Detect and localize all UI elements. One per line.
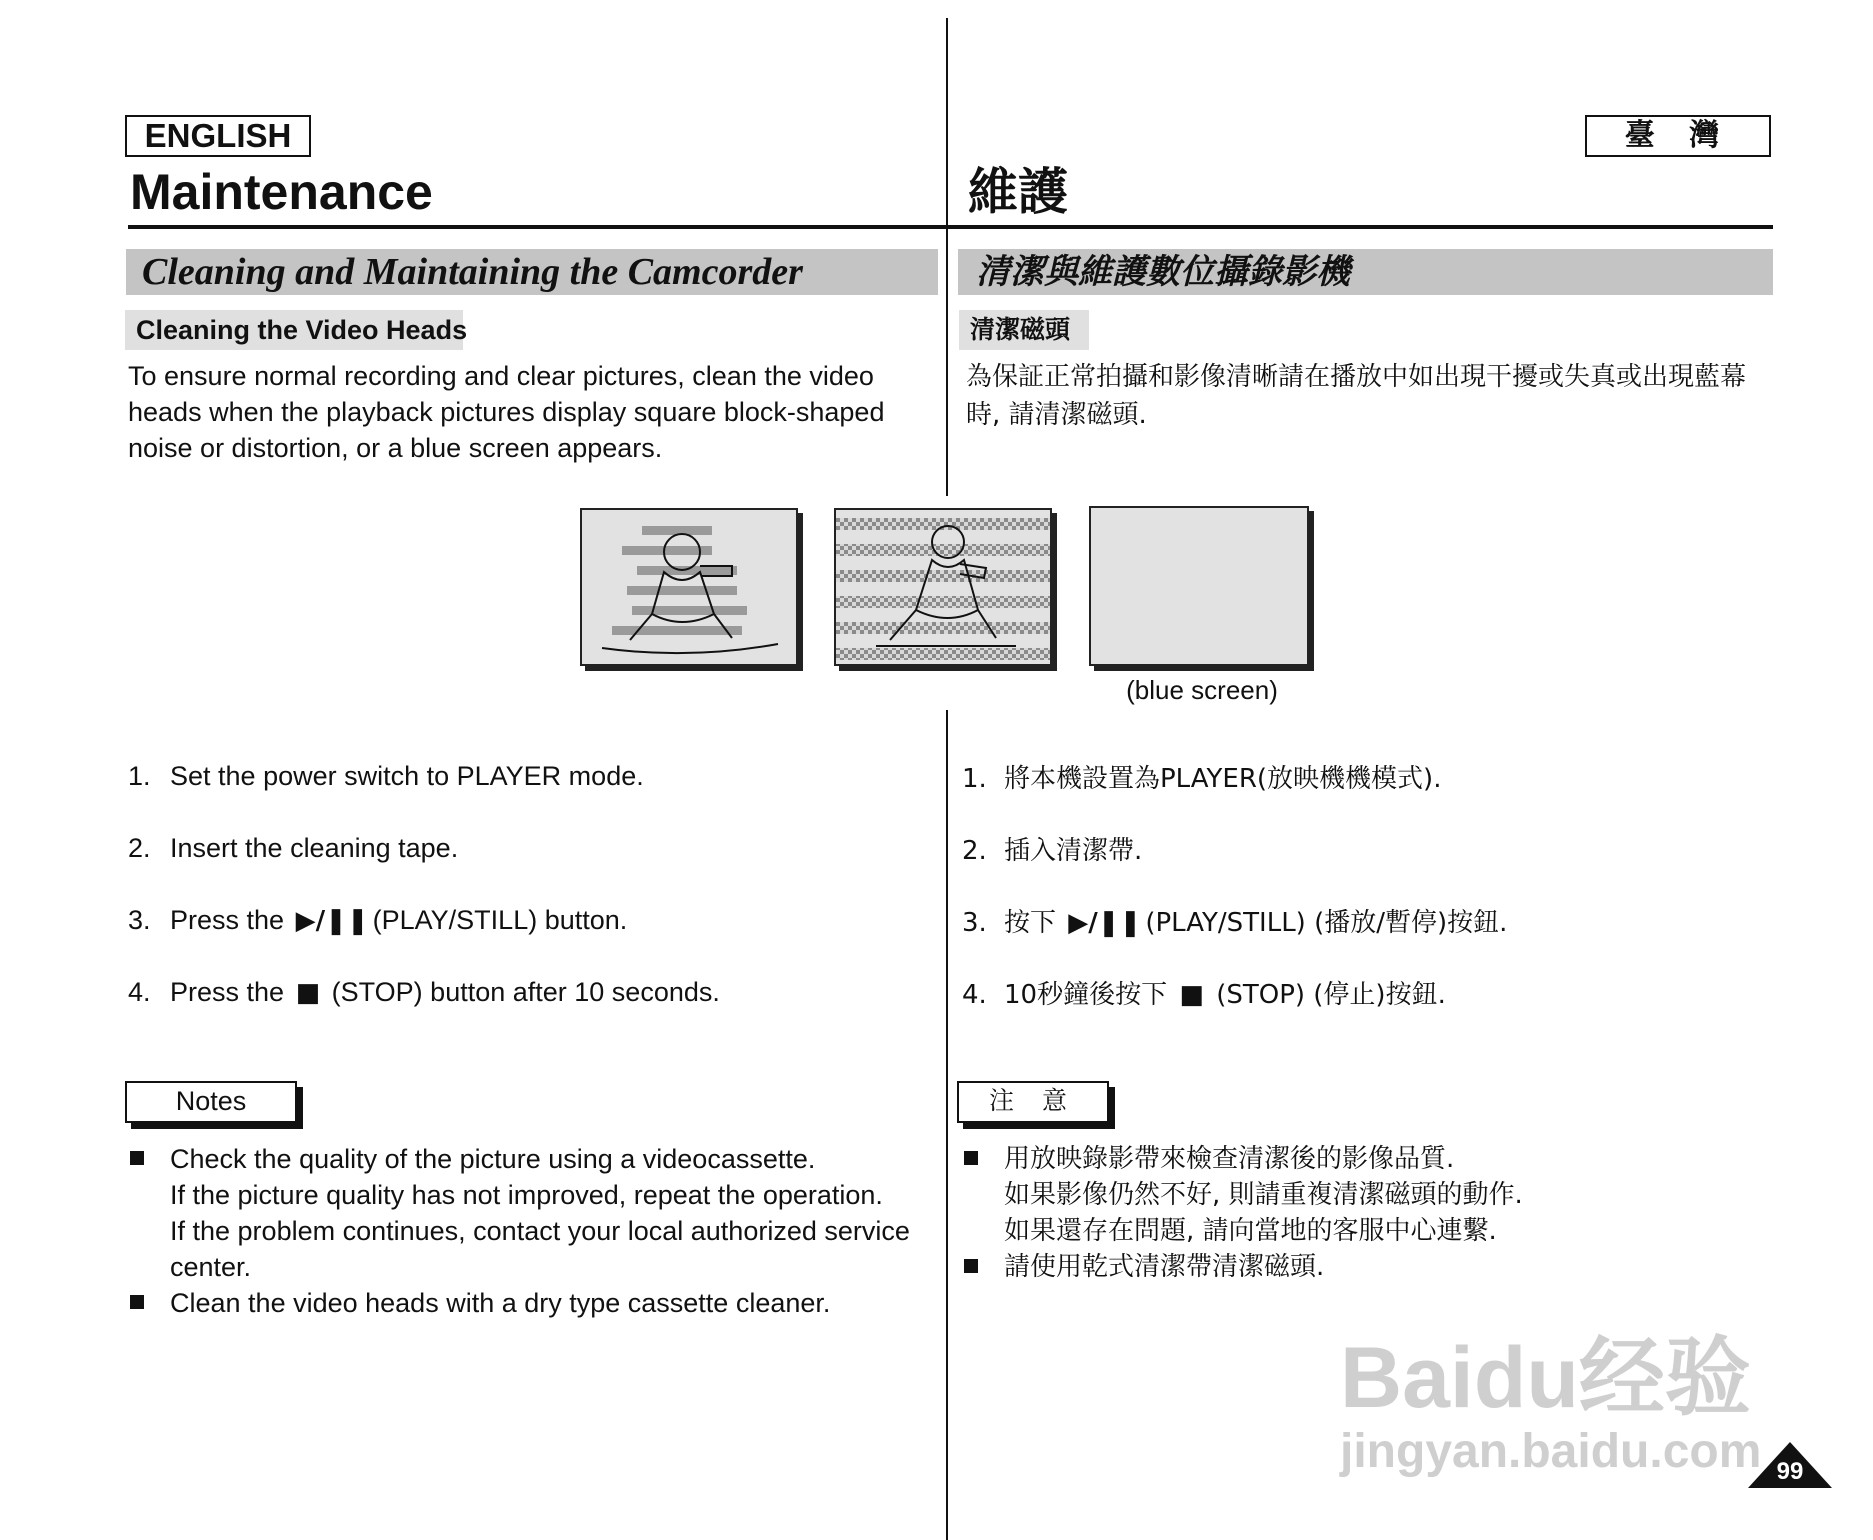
bullet-square-icon xyxy=(130,1295,144,1309)
note-item xyxy=(128,1141,928,1285)
note-item xyxy=(128,1285,928,1321)
lang-tag-english: ENGLISH xyxy=(125,115,311,157)
watermark-brand: Baidu经验 xyxy=(1340,1330,1751,1426)
step-number: 3. xyxy=(128,905,151,935)
play-still-icon: ▶/❚❚ xyxy=(295,906,369,936)
note-line: 如果影像仍然不好, 則請重複清潔磁頭的動作. xyxy=(1004,1180,1523,1210)
step-text: (STOP) (停止)按鈕. xyxy=(1216,980,1446,1010)
notes-list-en xyxy=(128,1141,928,1321)
lang-tag-taiwan: 臺 灣 xyxy=(1585,115,1771,157)
step-1-en xyxy=(128,759,644,793)
section-title-en: Cleaning and Maintaining the Camcorder xyxy=(126,249,938,295)
intro-paragraph-en: To ensure normal recording and clear pictures, clean the video heads when the playback pictures display square block-shaped noise or distortion, or a blue screen appears. xyxy=(128,361,885,463)
step-text: 插入清潔帶. xyxy=(1004,836,1143,866)
page-number-badge xyxy=(1748,1442,1832,1488)
play-still-icon: ▶/❚❚ xyxy=(1068,908,1142,938)
step-2-en xyxy=(128,831,458,865)
subsection-title-zh: 清潔磁頭 xyxy=(959,310,1089,350)
step-text: (PLAY/STILL) (播放/暫停)按鈕. xyxy=(1145,908,1508,938)
note-line: 如果還存在問題, 請向當地的客服中心連繫. xyxy=(1004,1216,1497,1246)
step-text: Set the power switch to PLAYER mode. xyxy=(170,761,644,791)
column-divider-top xyxy=(946,18,948,496)
page-number: 99 xyxy=(1776,1458,1804,1485)
step-number: 3. xyxy=(962,908,987,938)
note-line: If the picture quality has not improved, repeat the operation. xyxy=(170,1180,883,1210)
step-1-zh xyxy=(962,762,1441,796)
note-line: Clean the video heads with a dry type cassette cleaner. xyxy=(170,1288,831,1318)
section-title-zh: 清潔與維護數位攝錄影機 xyxy=(958,249,1773,295)
page-title-en: Maintenance xyxy=(130,164,433,220)
bullet-square-icon xyxy=(130,1151,144,1165)
step-4-en xyxy=(128,975,720,1010)
step-text: 按下 xyxy=(1004,908,1057,938)
bullet-square-icon xyxy=(964,1151,978,1165)
column-divider-bottom xyxy=(946,710,948,1540)
note-line: Check the quality of the picture using a videocassette. xyxy=(170,1144,816,1174)
step-text: Press the xyxy=(170,977,285,1007)
bullet-square-icon xyxy=(964,1259,978,1273)
step-number: 4. xyxy=(128,977,151,1007)
note-line: If the problem continues, contact your local authorized service center. xyxy=(170,1216,910,1282)
stop-icon: ■ xyxy=(1179,980,1204,1010)
noisy-image-icon xyxy=(580,508,798,666)
step-3-zh xyxy=(962,906,1507,940)
intro-paragraph-zh: 為保証正常拍攝和影像清晰請在播放中如出現干擾或失真或出現藍幕時, 請清潔磁頭. xyxy=(966,362,1747,430)
step-2-zh xyxy=(962,834,1142,868)
step-text: (STOP) button after 10 seconds. xyxy=(331,977,720,1007)
step-number: 1. xyxy=(128,761,151,791)
blue-screen-caption: (blue screen) xyxy=(1126,675,1278,705)
step-text: Insert the cleaning tape. xyxy=(170,833,459,863)
notes-label-zh: 注 意 xyxy=(957,1081,1109,1123)
note-line: 用放映錄影帶來檢查清潔後的影像品質. xyxy=(1004,1144,1455,1174)
header-rule xyxy=(128,225,1773,229)
watermark-url: jingyan.baidu.com xyxy=(1340,1425,1762,1478)
subsection-title-en: Cleaning the Video Heads xyxy=(125,310,463,350)
step-text: (PLAY/STILL) button. xyxy=(372,905,628,935)
note-item xyxy=(962,1141,1752,1249)
stop-icon: ■ xyxy=(295,978,321,1008)
notes-label-en: Notes xyxy=(125,1081,297,1123)
step-number: 4. xyxy=(962,980,987,1010)
page-title-zh: 維護 xyxy=(968,163,1068,221)
step-number: 2. xyxy=(128,833,151,863)
step-4-zh xyxy=(962,978,1446,1012)
step-text: 將本機設置為PLAYER(放映機機模式). xyxy=(1004,764,1442,794)
step-text: Press the xyxy=(170,905,285,935)
step-number: 1. xyxy=(962,764,987,794)
step-number: 2. xyxy=(962,836,987,866)
blue-screen-icon xyxy=(1089,506,1309,666)
step-3-en xyxy=(128,903,627,938)
block-noise-image-icon xyxy=(834,508,1052,666)
note-line: 請使用乾式清潔帶清潔磁頭. xyxy=(1004,1252,1325,1282)
step-text: 10秒鐘後按下 xyxy=(1004,980,1168,1010)
notes-list-zh xyxy=(962,1141,1752,1285)
note-item xyxy=(962,1249,1752,1285)
